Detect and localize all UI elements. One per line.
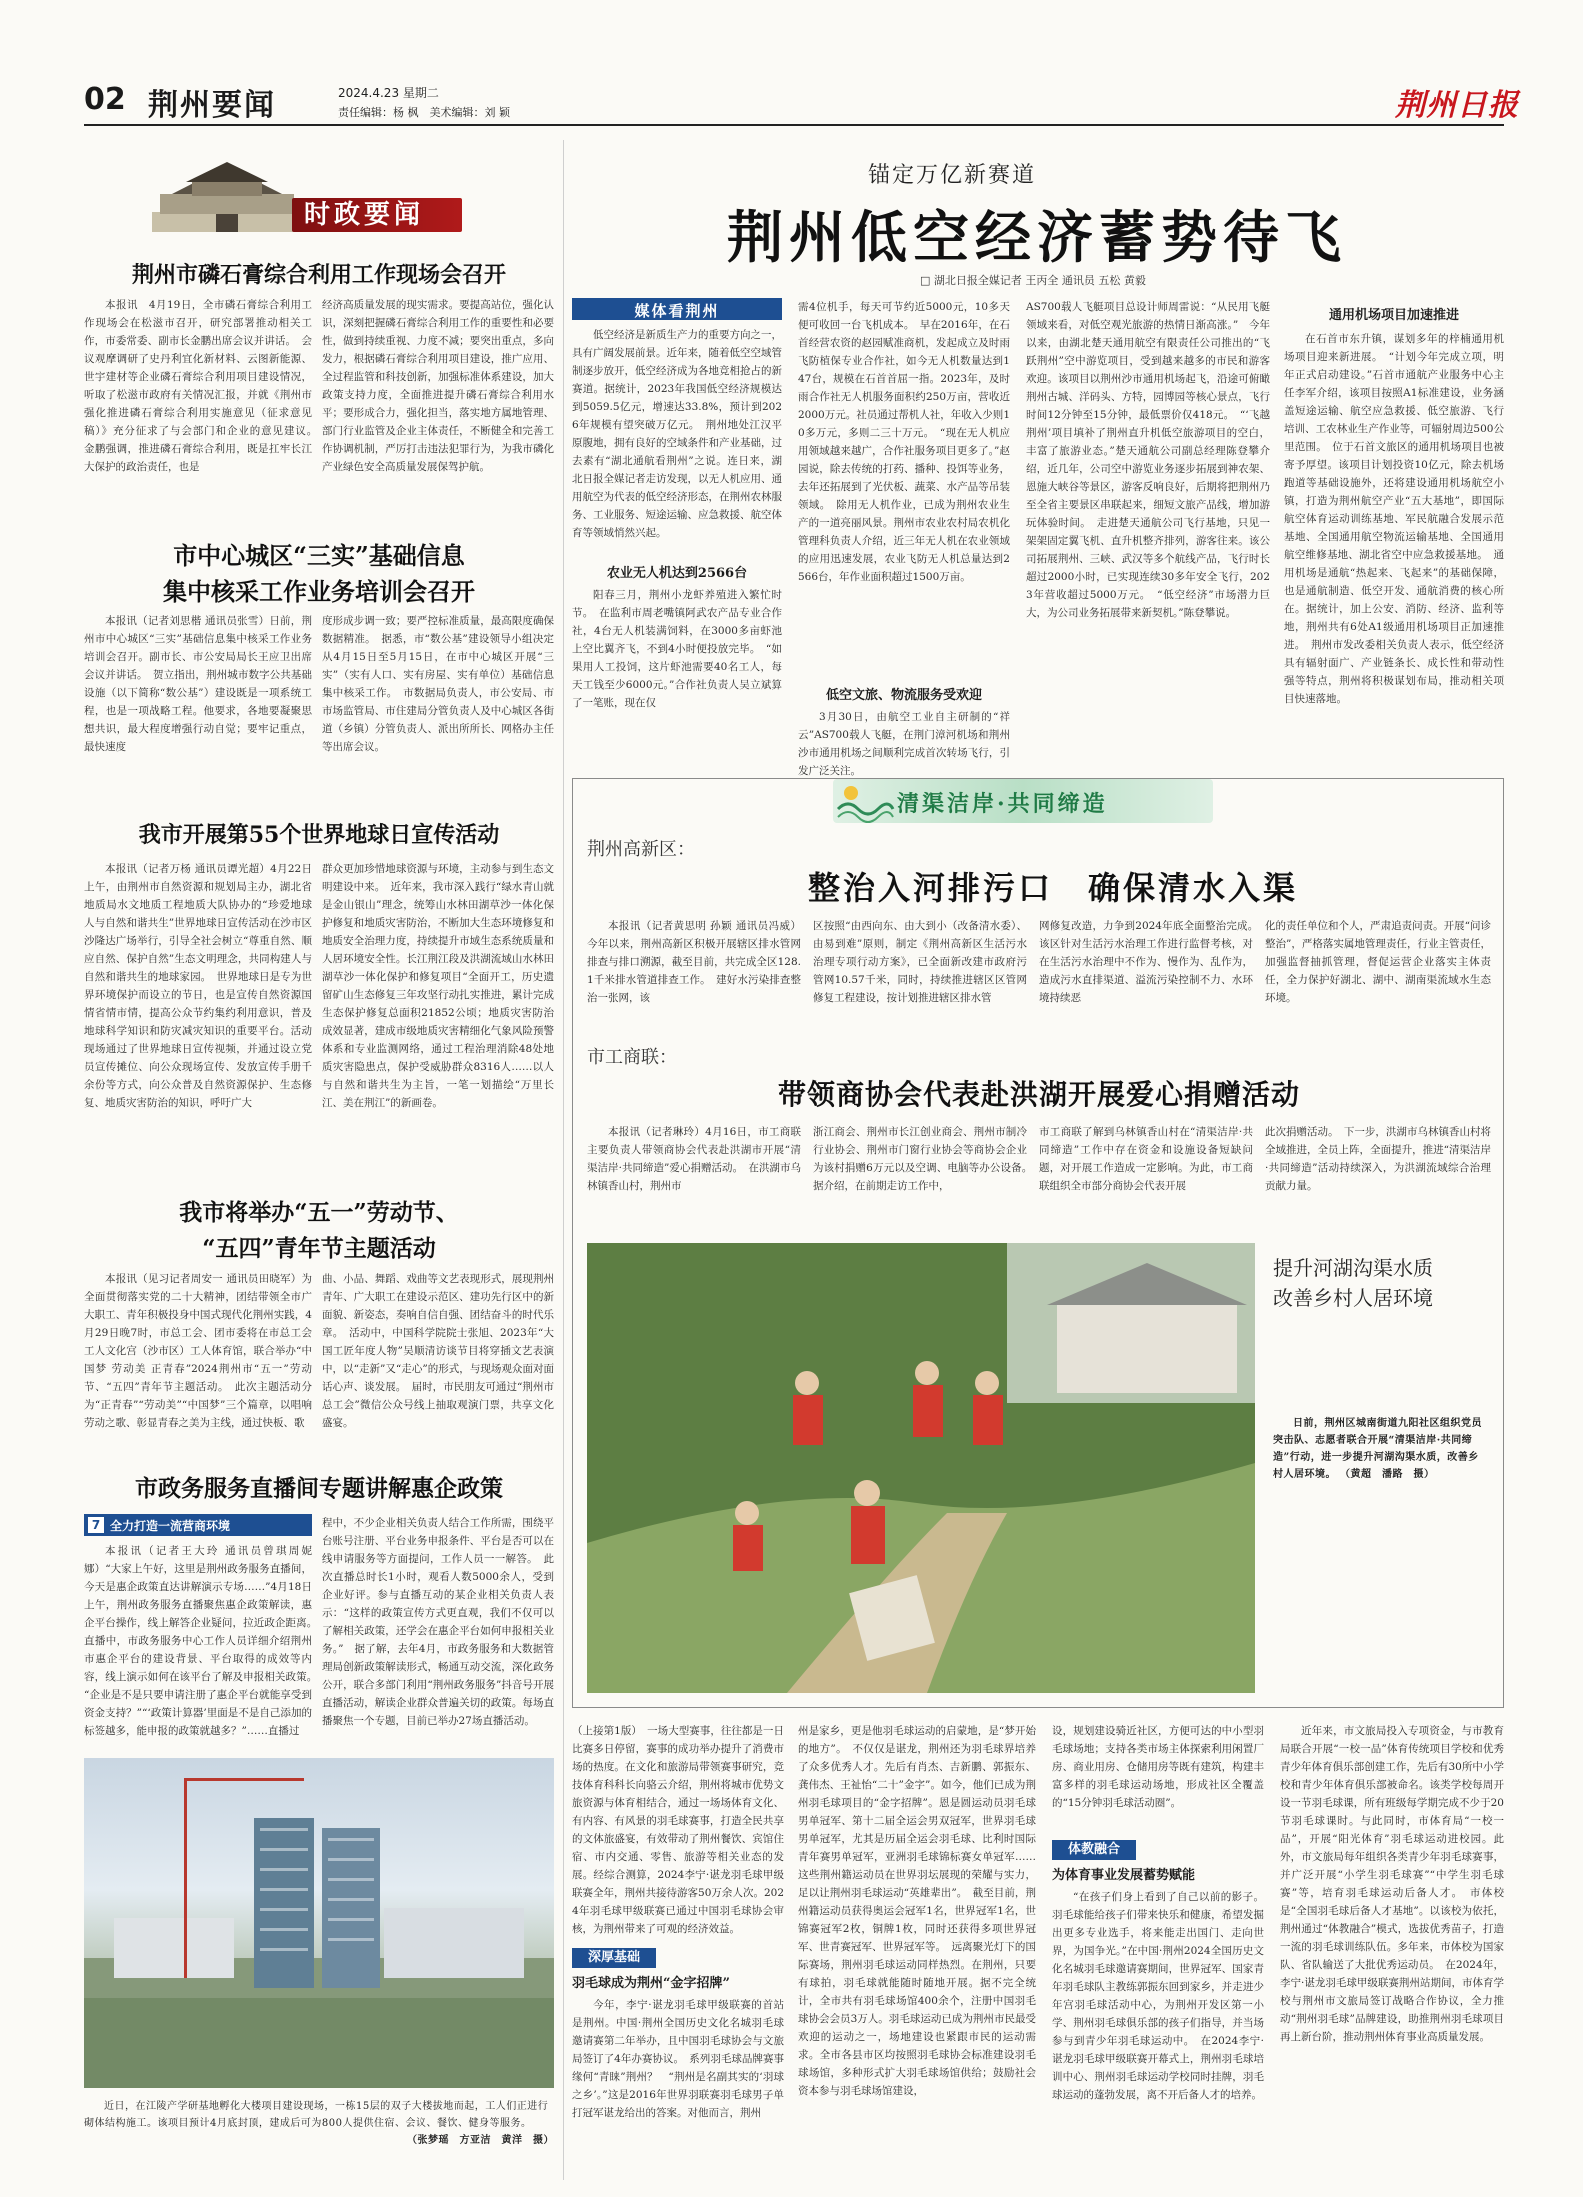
story-kicker: 市工商联： (587, 1047, 677, 1068)
volunteers-scene (587, 1243, 1255, 1693)
article-body-col (84, 1270, 312, 1440)
story-body-col (587, 1123, 801, 1235)
story-body-col (1265, 1123, 1491, 1235)
media-badge-label: 媒体看荆州 (634, 302, 720, 320)
column-banner-label: 时政要闻 (304, 200, 425, 230)
story-body-col (1039, 1123, 1253, 1235)
photo-credit: （黄超 潘路 摄） (1339, 1469, 1435, 1480)
section-subhead: 为体育事业发展蓄势赋能 (1052, 1868, 1196, 1883)
article-text: 曲、小品、舞蹈、戏曲等文艺表现形式，展现荆州青年、广大职工在建设示范区、建功先行区中的新面貌、新姿态，奏响自信自强、团结奋斗的时代乐章。 活动中，中国科学院院士张旭、2023年“大国工匠年度人物”吴顺清访谈节目将穿插文艺表演中，以“走新”又“走心”的形式，与现场观众面对面话心声、谈发展。 届时，市民朋友可通过“荆州市总工会”微信公众号线上抽取观演门票，共享文化盛宴。 (322, 1273, 554, 1429)
editors: 责任编辑：杨 枫 美术编辑：刘 颖 (338, 106, 510, 119)
article-text: 需4位机手，每天可节约近5000元，10多天便可收回一台飞机成本。 早在2016年，在石首经营农资的赵园赋准商机，发起成立及时雨飞防植保专业合作社，如今无人机数量达到147台，规模在石首首屈一指。2023年，及时雨合作社无人机服务面积约250万亩，营收近2000万元。社员通过帮机人社，年收入少则10多万元，多则二三十万元。 “现在无人机应用领域越来越广，合作社服务项目更多了。”赵园说，除去传统的打药、播种、投饵等业务，去年还拓展到了光伏板、蔬菜、水产品等吊装领域。 除用无人机作业，已成为荆州农业生产的一道亮丽风景。荆州市农业农村局农机化管理科负责人介绍，近三年无人机在农业领域的应用迅速发展，农业飞防无人机总量达到2566台，年作业面积超过1500万亩。 (798, 301, 1010, 583)
paper-logo: 荆州日报 (1395, 88, 1519, 123)
article-body-col (84, 1542, 323, 1738)
story-body-col (1039, 917, 1264, 1045)
section-name: 荆州要闻 (148, 88, 276, 123)
article-text: 群众更加珍惜地球资源与环境，主动参与到生态文明建设中来。 近年来，我市深入践行“绿水青山就是金山银山”理念，统筹山水林田湖草沙一体化保护修复和地质灾害防治，不断加大生态环境修复和地质安全治理力度，持续提升市域生态系统质量和人居环境安全性。长江荆江段及洪湖流域山水林田湖草沙一体化保护和修复项目“全面开工，历史遗留矿山生态修复三年攻坚行动扎实推进，累计完成生态保护修复总面积21852公顷；地质灾害防治成效显著，建成市级地质灾害精细化气象风险预警体系和专业监测网络，通过工程治理消除48处地质灾害隐患点，保护受威胁群众8316人……以人与自然和谐共生为主旨，一笔一划描绘“万里长江、美在荆江”的新画卷。 (322, 863, 554, 1109)
article-text: 近年来，市文旅局投入专项资金，与市教育局联合开展“一校一品”体育传统项目学校和优秀青少年体育俱乐部创建工作，先后有30所中小学校和青少年体育俱乐部被命名。该类学校每周开设一节羽毛球课，所有班级每学期完成不少于20节羽毛球课时。与此同时，市体育局“一校一品”，开展“阳光体育”羽毛球运动进校园。此外，市文旅局每年组织各类青少年羽毛球赛事，并广泛开展“小学生羽毛球赛”“中学生羽毛球赛”等，培育羽毛球运动后备人才。 市体校是“全国羽毛球后备人才基地”。以该校为依托，荆州通过“体教融合”模式，选拔优秀苗子，打造一流的羽毛球训练队伍。多年来，市体校为国家队、省队输送了大批优秀运动员。 在2024年，李宁·谌龙羽毛球甲级联赛荆州站期间，市体育学校与荆州市文旅局签订战略合作协议，全力推动“荆州羽毛球”品牌建设，助推荆州羽毛球项目再上新台阶，推动荆州体育事业高质量发展。 (1280, 1725, 1504, 2043)
article-text: 设，规划建设骑近社区，方便可达的中小型羽毛球场地；支持各类市场主体探索利用闲置厂房、商业用房、仓储用房等既有建筑，构建丰富多样的羽毛球运动场地，形成社区全覆盖的“15分钟羽毛球活动圈”。 (1052, 1725, 1264, 1809)
masthead-rule (84, 124, 1504, 126)
article-text: 经济高质量发展的现实需求。要提高站位，强化认识，深刻把握磷石膏综合利用工作的重要性和必要性，做到持续重视、力度不减；要突出重点，多向发力，根据磷石膏综合利用项目建设，推广应用、全过程监管和科技创新，加强标准体系建设，加大政策支持力度，全面推进提升磷石膏综合利用水平；要形成合力，强化担当，落实地方属地管理、部门行业监管及企业主体责任，不断健全和完善工作协调机制，严厉打击违法犯罪行为，为我市磷化产业绿色安全高质量发展保驾护航。 (322, 299, 554, 473)
article-text: 化的责任单位和个人，严肃追责问责。开展“问诊整治”，严格落实属地管理责任，行业主管责任，加强监督抽抓管理，督促运营企业落实主体责任，全力保护好湖北、湖中、湖南渠流域水生态环境。 (1265, 920, 1491, 1004)
article-text: 本报讯（记者万杨 通讯员谭光超）4月22日上午，由荆州市自然资源和规划局主办，湖北省地质局水文地质工程地质大队协办的“珍爱地球 人与自然和谐共生”世界地球日宣传活动在沙市区沙隆达广场举行，引导全社会树立“尊重自然、顺应自然、保护自然”生态文明理念，共同构建人与自然和谐共生的地球家园。 世界地球日是专为世界环境保护而设立的节日，也是宣传自然资源国情省情市情，提高公众节约集约利用意识，普及地球科学知识和防灾减灾知识的重要平台。活动现场通过了世界地球日宣传视频，并通过设立党员宣传摊位、向公众现场宣传、发放宣传手册千余份等方式，向公众普及自然资源保护、生态修复、地质灾害防治的知识，呼吁广大 (84, 863, 312, 1109)
story-body-col (813, 1123, 1038, 1235)
article-text: 阳春三月，荆州小龙虾养殖进入繁忙时节。 在监利市周老嘴镇阿武农产品专业合作社，4台无人机装满饲料，在3000多亩虾池上空比翼齐飞，不到4小时便投放完毕。 “如果用人工投饲，这片虾池需要40名工人，每天工钱至少6000元。”合作社负责人吴立斌算了一笔账，现在仅 (572, 589, 782, 709)
story-headline: 整治入河排污口 确保清水入渠 (807, 869, 1298, 907)
construction-scene (84, 1758, 554, 2088)
article-text: （上接第1版） 一场大型赛事，往往都是一日比赛多日停留，赛事的成功举办提升了消费市场的热度。在文化和旅游局带领赛事研究，竞技体育科科长向骆云介绍，荆州将城市优势文旅资源与体育相结合，通过一场场体育文化、有内容、有风景的羽毛球赛事，打造全民共享的文体旅盛宴，有效带动了荆州餐饮、宾馆住宿、市内交通、零售、旅游等相关业态的发展。经综合测算，2024李宁·谌龙羽毛球甲级联赛全年，荆州共接待游客50万余人次。2024年羽毛球甲级联赛已通过中国羽毛球协会审核，为荆州带来了可观的经济效益。 (572, 1725, 784, 1935)
topic-badge (84, 1514, 312, 1536)
article-text: 本报讯（记者黄思明 孙颖 通讯员冯威）今年以来，荆州高新区积极开展辖区排水管网排查与排口溯源，截至目前，共完成全区128.1千米排水管道排查工作。 建好水污染排查整治一张网，该 (587, 920, 801, 1004)
section-subhead: 羽毛球成为荆州“金字招牌” (572, 1976, 730, 1991)
wave-icon (833, 779, 893, 823)
article-text: 本报讯（记者琳玲）4月16日，市工商联主要负责人带领商协会代表赴洪湖市开展“清渠洁岸·共同缔造”爱心捐赠活动。 在洪湖市乌林镇香山村，荆州市 (587, 1126, 801, 1192)
article-headline: 集中核采工作业务培训会召开 (163, 577, 475, 606)
article-body-col (322, 1270, 554, 1440)
article-text: 市工商联了解到乌林镇香山村在“清渠洁岸·共同缔造”工作中存在资金和设施设备短缺问题，对开展工作造成一定影响。为此，市工商联组织全市部分商协会代表开展 (1039, 1126, 1253, 1192)
article-headline: 我市将举办“五一”劳动节、 (179, 1199, 459, 1226)
article-headline: “五四”青年节主题活动 (202, 1235, 436, 1262)
article-text: 浙江商会、荆州市长江创业商会、荆州市制冷行业协会、荆州市门窗行业协会等商协会企业为该村捐赠6万元以及空调、电脑等办公设备。 据介绍，在前期走访工作中， (813, 1126, 1038, 1192)
article-text: 程中，不少企业相关负责人结合工作所需，围绕平台账号注册、平台业务申报条件、平台是否可以在线申请服务等方面提问，工作人员一一解答。 此次直播总时长1小时，观看人数5000余人，受到企业好评。参与直播互动的某企业相关负责人表示：“这样的政策宣传方式更直观，我们不仅可以了解相关政策，还学会在惠企平台如何申报相关业务。” 据了解，去年4月，市政务服务和大数据管理局创新政策解读形式，畅通互动交流，深化政务公开，联合多部门利用“荆州政务服务”抖音号开展直播活动，解读企业群众普遍关切的政策。每场直播聚焦一个专题，目前已举办27场直播活动。 (322, 1517, 554, 1727)
article-body-col (84, 296, 323, 512)
photo-headline (1273, 1253, 1491, 1313)
continued-body-col (1052, 1888, 1264, 2174)
main-body-col (572, 326, 782, 558)
article-text: “在孩子们身上看到了自己以前的影子。羽毛球能给孩子们带来快乐和健康，希望发掘出更多专业选手，将来能走出国门、走向世界，为国争光。”在中国·荆州2024全国历史文化名城羽毛球邀请赛期间，世界冠军、国家青年羽毛球队主教练郭振东回到家乡，并走进少年宫羽毛球活动中心，为荆州开发区第一小学、荆州羽毛球俱乐部的孩子们指导，并当场参与到青少年羽毛球运动中。 在2024李宁·谌龙羽毛球甲级联赛开幕式上，荆州羽毛球培训中心、荆州羽毛球运动学校同时挂牌，羽毛球运动的蓬勃发展，离不开后备人才的培养。 (1052, 1891, 1264, 2101)
construction-photo (84, 1758, 554, 2088)
photo-caption (1273, 1415, 1485, 1625)
column-divider (563, 140, 564, 2180)
article-text: 本报讯（记者王大玲 通讯员曾琪周妮娜）“大家上午好，这里是荆州政务服务直播间，今天是惠企政策直达讲解演示专场……”4月18日上午，荆州政务服务直播聚焦惠企政策解读，惠企平台操作，线上解答企业疑问，拉近政企距离。 直播中，市政务服务中心工作人员详细介绍荆州市惠企平台的建设背景、平台取得的成效等内容，线上演示如何在该平台了解及申报相关政策。 “企业是不是只要申请注册了惠企平台就能享受到资金支持？”“‘政策计算器’里面是不是自己添加的标签越多，能申报的政策就越多？”……直播过 (84, 1545, 323, 1737)
campaign-box (572, 778, 1504, 1708)
volunteers-photo (587, 1243, 1255, 1693)
article-text: 今年，李宁·谌龙羽毛球甲级联赛的首站是荆州。中国·荆州全国历史文化名城羽毛球邀请赛第二年举办，且中国羽毛球协会与文旅局签订了4年办赛协议。 系列羽毛球品牌赛事缘何“青睐”荆州？ “荆州是名副其实的‘羽球之乡’。”这是2016年世界羽联赛羽毛球男子单打冠军谌龙给出的答案。对他而言，荆州 (572, 1999, 784, 2119)
article-body-col (322, 1514, 554, 1738)
photo-caption (84, 2098, 554, 2168)
main-body-col (798, 708, 1010, 777)
article-text: 此次捐赠活动。 下一步，洪湖市乌林镇香山村将全域推进，全员上阵，全面提升，推进“清渠洁岸·共同缔造”活动持续深入，为洪湖流域综合治理贡献力量。 (1265, 1126, 1491, 1192)
article-text: 本报讯 4月19日，全市磷石膏综合利用工作现场会在松滋市召开，研究部署推动相关工作，市委常委、副市长金鹏出席会议并讲话。 会议观摩调研了史丹利宜化新材料、云图新能源、世宇建材等企业磷石膏综合利用项目建设情况，听取了松滋市政府有关情况汇报，并就《荆州市强化推进磷石膏综合利用实施意见（征求意见稿）》充分征求了与会部门和企业的意见建议。 金鹏强调，推进磷石膏综合利用，既是扛牢长江大保护的政治责任，也是 (84, 299, 323, 473)
main-subhead: 通用机场项目加速推进 (1328, 308, 1459, 323)
continued-body-col (798, 1722, 1036, 2174)
media-badge (572, 298, 782, 320)
main-subhead: 低空文旅、物流服务受欢迎 (825, 688, 982, 703)
continued-body-col (1052, 1722, 1264, 1834)
photo-caption-text: 近日，在江陵产学研基地孵化大楼项目建设现场，一栋15层的双子大楼拔地而起，工人们正进行砌体结构施工。该项目预计4月底封顶，建成后可为800人提供住宿、会议、餐饮、健身等服务。 (84, 2101, 549, 2129)
continued-body-col (1280, 1722, 1504, 2174)
main-byline: □ 湖北日报全媒记者 王丙全 通讯员 五松 黄毅 (920, 274, 1146, 287)
story-body-col (587, 917, 801, 1045)
section-badge: 深厚基础 (572, 1948, 656, 1968)
page-number: 02 (84, 82, 126, 117)
topic-badge-label: 全力打造一流营商环境 (110, 1519, 231, 1533)
city-gate-icon (152, 160, 302, 232)
article-body-col (322, 612, 554, 792)
main-body-col (1284, 330, 1504, 758)
article-text: 区按照“由西向东、由大到小（改备清水委）、由易到难”原则，制定《荆州高新区生活污水治理专项行动方案》，已全面新改建市政府污管网10.57千米，同时，持续推进辖区区管网修复工程建设，按计划推进辖区排水管 (813, 920, 1027, 1004)
article-headline: 我市开展第55个世界地球日宣传活动 (138, 822, 500, 848)
main-body-col (798, 298, 1010, 676)
article-headline: 市政务服务直播间专题讲解惠企政策 (135, 1475, 503, 1502)
photo-caption-text: 日前，荆州区城南街道九阳社区组织党员突击队、志愿者联合开展“清渠洁岸·共同缔造”行动，进一步提升河湖沟渠水质，改善乡村人居环境。 (1273, 1418, 1482, 1480)
main-headline: 荆州低空经济蓄势待飞 (727, 205, 1347, 271)
photo-headline-line: 提升河湖沟渠水质 (1273, 1256, 1433, 1280)
article-text: 在石首市东升镇，谋划多年的梓楠通用机场项目迎来新进展。 “计划今年完成立项，明年正式启动建设。”石首市通航产业服务中心主任李军介绍，该项目按照A1标准建设，业务涵盖短途运输、航空应急救援、低空旅游、飞行培训、工农林业生产作业等，可辐射周边500公里范围。 位于石首文旅区的通用机场项目也被寄予厚望。该项目计划投资10亿元，除去机场跑道等基础设施外，还将建设通用机场航空小镇，打造为荆州航空产业“五大基地”，即国际航空体育运动训练基地、军民航融合发展示范基地、全国通用航空物流运输基地、全国通用航空维修基地、湖北省空中应急救援基地。 通用机场是通航“热起来、飞起来”的基础保障，也是通航制造、低空开发、通航消费的核心所在。据统计，加上公安、消防、经济、监利等地，荆州共有6处A1级通用机场项目正加速推进。 荆州市发改委相关负责人表示，低空经济具有辐射面广、产业链条长、成长性和带动性强等特点，荆州将积极谋划布局，推动相关项目快速落地。 (1284, 333, 1504, 705)
article-text: 本报讯（记者刘思楷 通讯员张雪）日前，荆州市中心城区“三实”基础信息集中核采工作业务培训会召开。副市长、市公安局局长王应卫出席会议并讲话。 贺立指出，荆州城市数字公共基础设施（以下简称“数公基”）建设既是一项系统工程，也是一项战略工程。他要求，各地要凝聚思想共识，最大程度增强行动自觉；要牢记重点，最快速度 (84, 615, 312, 753)
article-body-col (322, 860, 554, 1190)
story-kicker: 荆州高新区： (587, 839, 695, 860)
main-subhead: 农业无人机达到2566台 (606, 566, 748, 581)
continued-body-col (572, 1722, 784, 1944)
main-kicker: 锚定万亿新赛道 (868, 163, 1037, 188)
photo-headline-line: 改善乡村人居环境 (1273, 1286, 1433, 1310)
column-banner (152, 160, 512, 240)
main-body-col (572, 586, 782, 756)
article-headline: 荆州市磷石膏综合利用工作现场会召开 (131, 262, 506, 288)
article-body-col (84, 612, 312, 792)
article-text: 度形成步调一致；要严控标准质量，最高限度确保数据精准。 据悉，市“数公基”建设领导小组决定从4月15日至5月15日，在市中心城区开展“三实”（实有人口、实有房屋、实有单位）基础信息集中核采工作。 市数据局负责人，市公安局、市市场监管局、市住建局分管负责人及中心城区各街道（乡镇）分管负责人、派出所所长、网格办主任等出席会议。 (322, 615, 554, 753)
article-text: 州是家乡，更是他羽毛球运动的启蒙地，是“梦开始的地方”。 不仅仅是谌龙，荆州还为羽毛球界培养了众多优秀人才。先后有肖杰、吉新鹏、郭振东、龚伟杰、王祉怡“二十”金字”。如今，他们已成为荆州羽毛球项目的“金字招牌”。恩是圆运动员羽毛球男单冠军、第十二届全运会男双冠军，世界羽毛球男单冠军，尤其是历届全运会羽毛球、比利时国际青年赛男单冠军，亚洲羽毛球锦标赛女单冠军……这些荆州籍运动员在世界羽坛展现的荣耀与实力，足以让荆州羽毛球运动“英雄辈出”。 截至目前，荆州籍运动员获得奥运会冠军1名，世界冠军1名，世锦赛冠军2枚，铜牌1枚，同时还获得多项世界冠军、世青赛冠军、世界冠军等。 远离聚光灯下的国际赛场，荆州羽毛球运动同样热烈。在荆州，只要有球拍，羽毛球就能随时随地开展。据不完全统计，全市共有羽毛球场馆400余个，注册中国羽毛球协会会员3万人。羽毛球运动已成为荆州市民最受欢迎的运动之一，场地建设也紧跟市民的运动需求。全市各县市区均按照羽毛球协会标准建设羽毛球场馆，多种形式扩大羽毛球场馆供给；鼓励社会资本参与羽毛球场馆建设， (798, 1725, 1036, 2097)
topic-badge-icon: 7 (88, 1517, 104, 1533)
article-text: 低空经济是新质生产力的重要方向之一，具有广阔发展前景。近年来，随着低空空域管制逐步放开，低空经济成为各地竞相抢占的新赛道。据统计，2023年我国低空经济规模达到5059.5亿元，增速达33.8%，预计到2026年规模有望突破万亿元。 荆州地处江汉平原腹地，拥有良好的空域条件和产业基础，过去素有“湖北通航看荆州”之说。连日来，湖北日报全媒记者走访发现，以无人机应用、通用航空为代表的低空经济形态，在荆州农林服务、工业服务、短途运输、应急救援、航空体育等领域悄然兴起。 (572, 329, 782, 539)
article-text: AS700载人飞艇项目总设计师周雷说：“从民用飞艇领域来看，对低空观光旅游的热情日渐高涨。” 今年以来，由湖北楚天通用航空有限责任公司推出的“飞跃荆州”空中游览项目，受到越来越多的市民和游客欢迎。该项目以荆州沙市通用机场起飞，沿途可俯瞰荆州古城、洋码头、方特，园博园等核心景点，飞行时间12分钟至15分钟，最低票价仅418元。 “‘飞越荆州’项目填补了荆州直升机低空旅游项目的空白，丰富了旅游业态。”楚天通航公司副总经理陈登攀介绍，近几年，公司空中游览业务逐步拓展到神农架、恩施大峡谷等景区，游客反响良好，后期将把荆州乃至全省主要景区串联起来，细短文旅产品线，增加游玩体验时间。 走进楚天通航公司飞行基地，只见一架架固定翼飞机、直升机整齐排列，游客往来。该公司拓展荆州、三峡、武汉等多个航线产品，飞行时长超过2000小时，已实现连续30多年安全飞行，2023年营收超过5000万元。 “低空经济”市场潜力巨大，为公司业务拓展带来新契机。”陈登攀说。 (1026, 301, 1270, 619)
article-text: 3月30日，由航空工业自主研制的“祥云”AS700载人飞艇，在荆门漳河机场和荆州沙市通用机场之间顺利完成首次转场飞行，引发广泛关注。 (798, 711, 1010, 777)
story-body-col (813, 917, 1027, 1045)
issue-date: 2024.4.23 星期二 (338, 86, 439, 100)
article-text: 本报讯（见习记者周安一 通讯员田晓军）为全面贯彻落实党的二十大精神，团结带领全市广大职工、青年积极投身中国式现代化荆州实践，4月29日晚7时，市总工会、团市委将在市总工会工人文化宫（沙市区）工人体育馆，联合举办“中国梦 劳动美 正青春”2024荆州市“五一”劳动节、“五四”青年节主题活动。 此次主题活动分为“正青春”“劳动美”“中国梦”三个篇章，以唱响劳动之歌、彰显青春之美为主线，通过快板、歌 (84, 1273, 312, 1429)
article-headline: 市中心城区“三实”基础信息 (173, 541, 465, 570)
article-text: 网修复改造，力争到2024年底全面整治完成。 该区针对生活污水治理工作进行监督考核，对在生活污水治理中不作为、慢作为、乱作为，造成污水直排渠道、溢流污染控制不力、水环境持续恶 (1039, 920, 1264, 1004)
photo-credit: （张梦瑶 方亚洁 黄洋 摄） (407, 2135, 554, 2146)
article-body-col (322, 296, 554, 512)
section-badge: 体教融合 (1052, 1840, 1136, 1860)
continued-body-col (572, 1996, 784, 2176)
main-body-col (1026, 298, 1270, 758)
story-headline: 带领商协会代表赴洪湖开展爱心捐赠活动 (777, 1078, 1300, 1111)
article-body-col (84, 860, 312, 1190)
story-body-col (1265, 917, 1491, 1045)
masthead (0, 0, 1583, 124)
campaign-banner-label: 清渠洁岸·共同缔造 (897, 791, 1108, 817)
campaign-banner (833, 779, 1213, 823)
